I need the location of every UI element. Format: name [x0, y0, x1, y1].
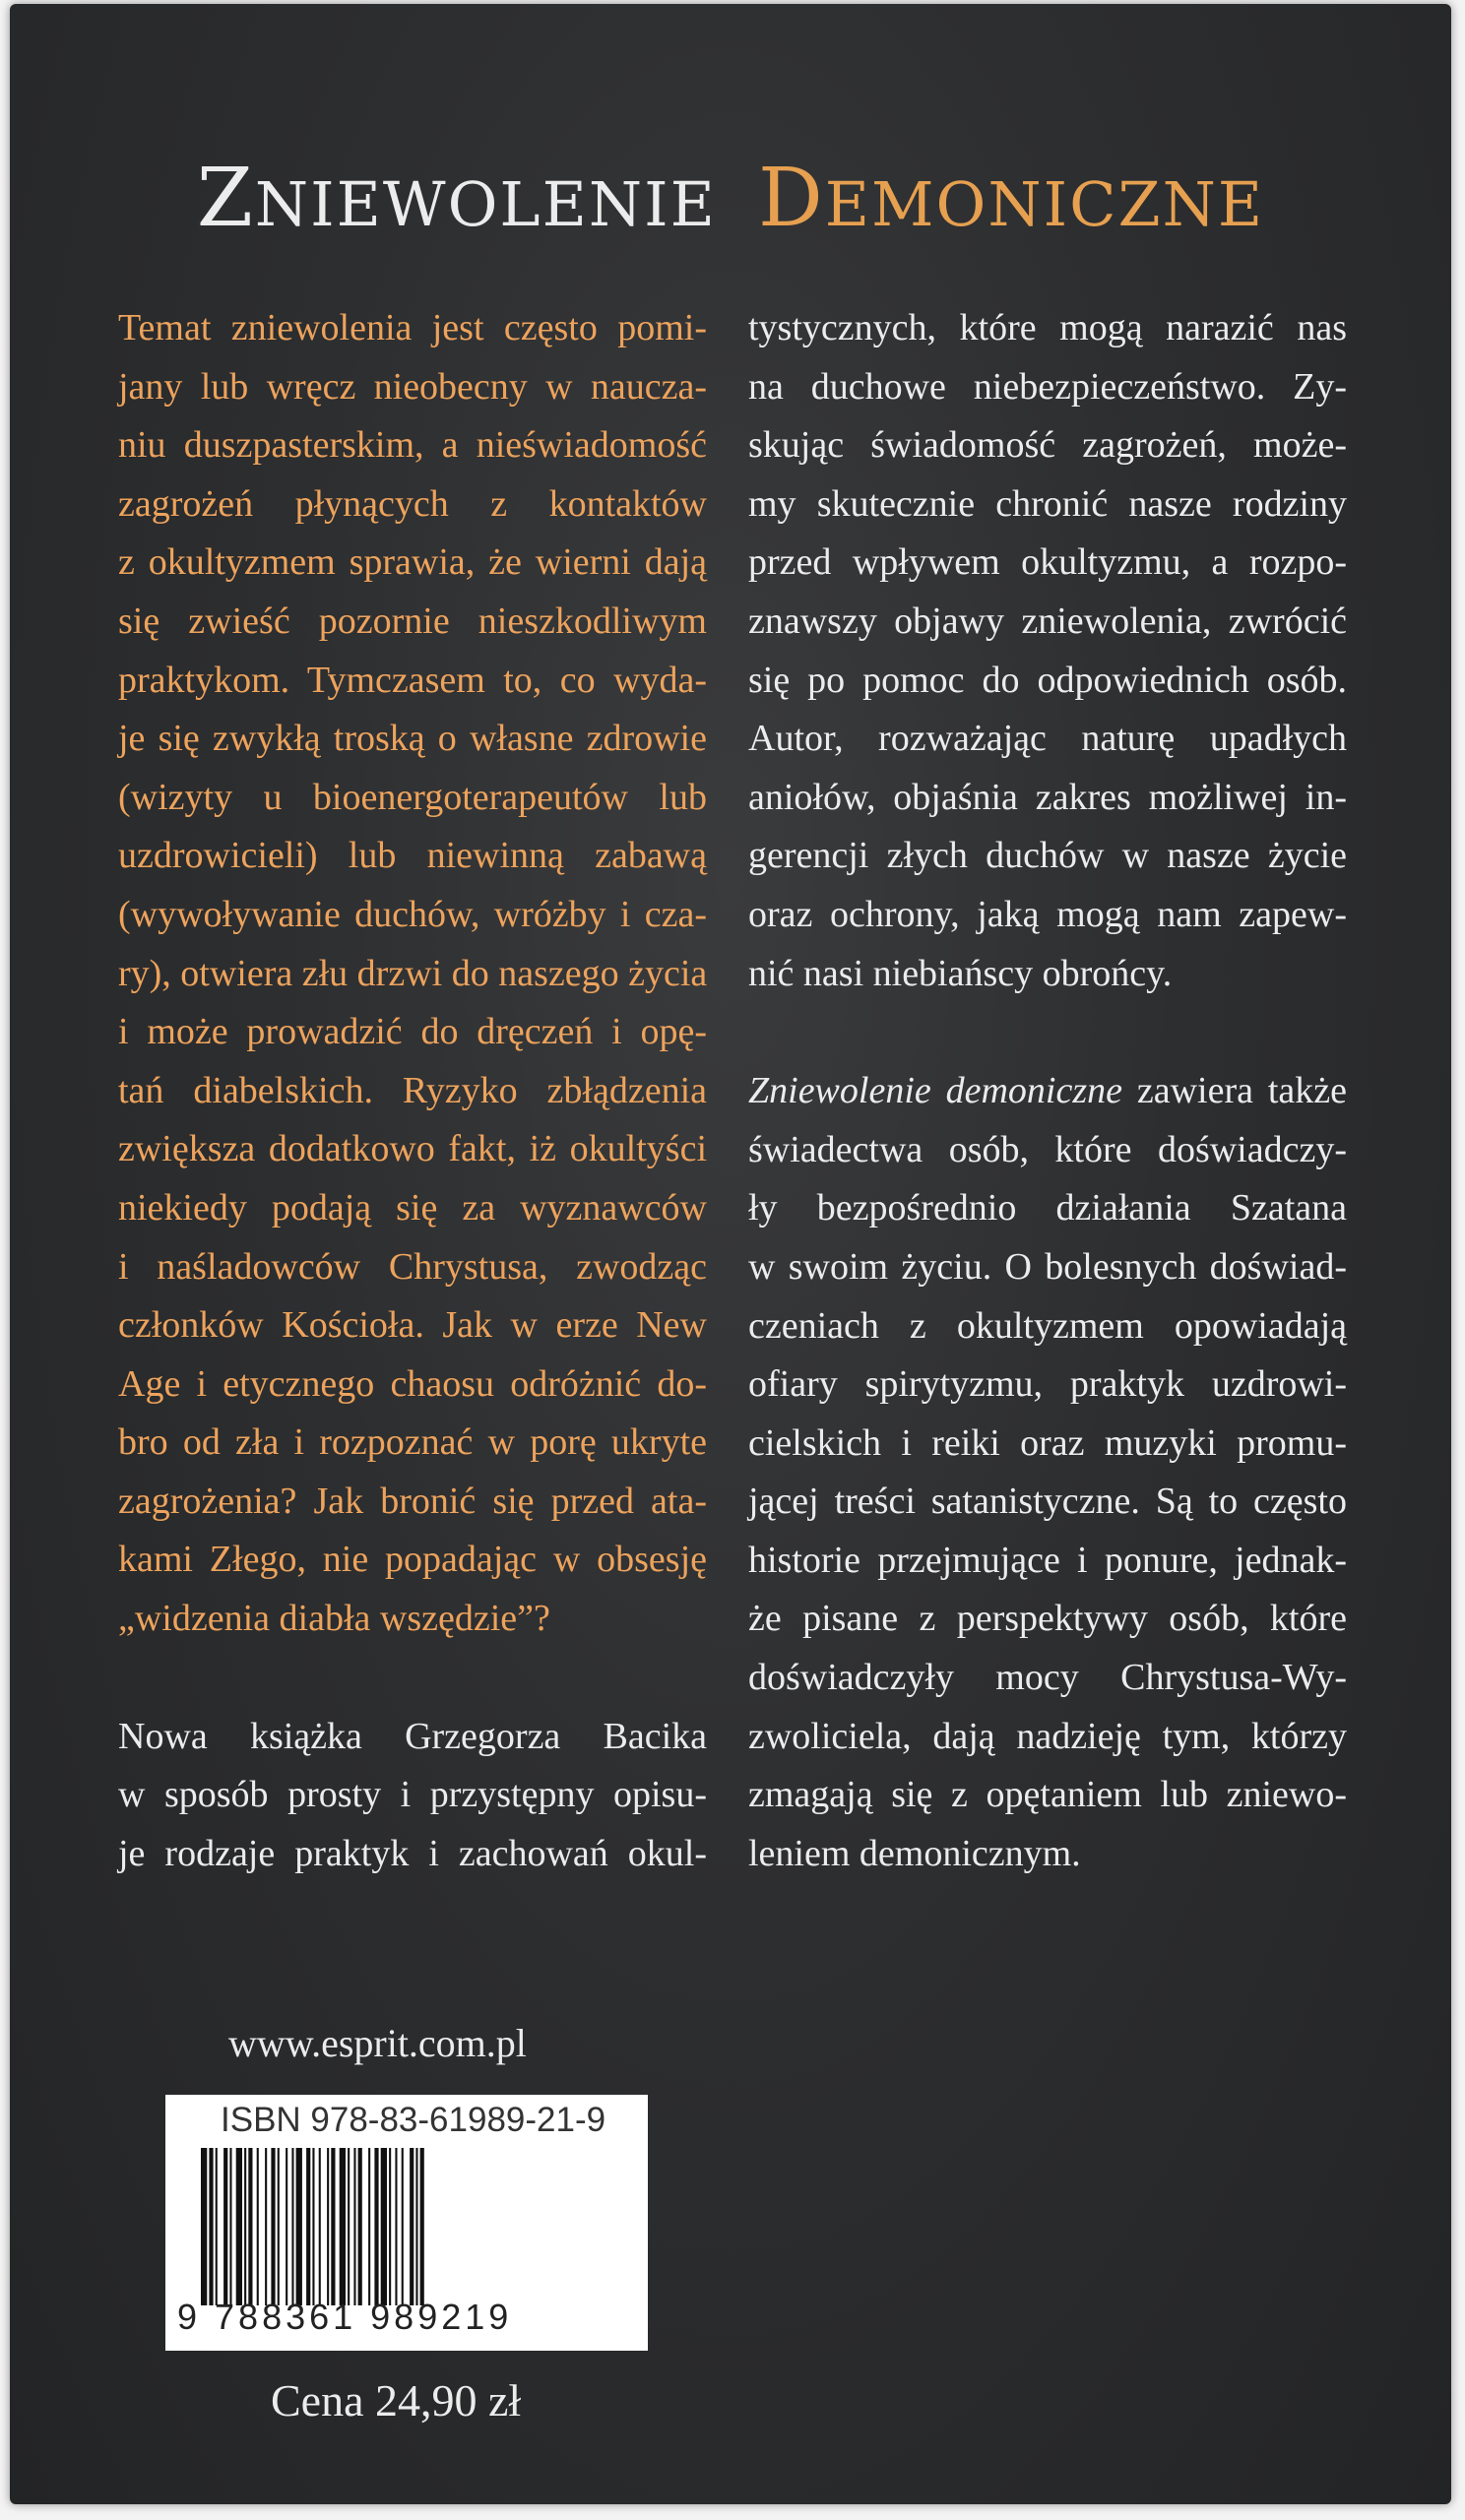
left-paragraph-1-line: członków Kościoła. Jak w erze New: [118, 1304, 707, 1347]
right-paragraph-2-line: ły bezpośrednio działania Szatana: [748, 1187, 1347, 1229]
left-paragraph-1: [118, 299, 707, 1649]
left-paragraph-1-line: zwiększa dodatkowo fakt, iż okultyści: [118, 1128, 707, 1170]
price-label: Cena 24,90 zł: [271, 2375, 522, 2426]
title-word-1: ZNIEWOLENIE: [196, 152, 717, 245]
left-paragraph-1-line: niekiedy podają się za wyznawców: [118, 1186, 707, 1228]
left-paragraph-2-line: je rodzaje praktyk i zachowań okul-: [118, 1832, 707, 1874]
left-paragraph-1-line: uzdrowicieli) lub niewinną zabawą: [118, 835, 707, 877]
left-column: [118, 299, 707, 1883]
left-paragraph-1-line: z okultyzmem sprawia, że wierni dają: [118, 541, 707, 584]
book-title: [10, 152, 1451, 245]
left-paragraph-1-line: praktykom. Tymczasem to, co wyda-: [118, 659, 707, 701]
right-paragraph-2-line: zwoliciela, dają nadzieję tym, którzy: [748, 1715, 1347, 1757]
title-word-2: DEMONICZNE: [758, 152, 1265, 245]
right-column: [748, 299, 1347, 1883]
right-paragraph-2-line: czeniach z okultyzmem opowiadają: [748, 1304, 1347, 1347]
left-paragraph-1-line: „widzenia diabła wszędzie”?: [118, 1598, 550, 1640]
left-paragraph-1-line: je się zwykłą troską o własne zdrowie: [118, 718, 707, 760]
left-paragraph-1-line: (wizyty u bioenergoterapeutów lub: [118, 776, 707, 818]
publisher-website: www.esprit.com.pl: [228, 2021, 527, 2065]
right-paragraph-2-line: historie przejmujące i ponure, jednak-: [748, 1539, 1347, 1581]
right-paragraph-1-line: aniołów, objaśnia zakres możliwej in-: [748, 776, 1347, 818]
left-paragraph-1-line: bro od zła i rozpoznać w porę ukryte: [118, 1421, 707, 1464]
right-paragraph-1-line: znawszy objawy zniewolenia, zwrócić: [748, 599, 1347, 642]
barcode-digits: 9 788361 989219: [177, 2297, 513, 2337]
left-paragraph-1-line: kami Złego, nie popadając w obsesję: [118, 1539, 707, 1581]
left-paragraph-1-line: i może prowadzić do dręczeń i opę-: [118, 1011, 707, 1053]
right-paragraph-2-line: jącej treści satanistyczne. Są to często: [748, 1480, 1347, 1523]
right-paragraph-2-line: doświadczyły mocy Chrystusa-Wy-: [748, 1657, 1347, 1699]
right-paragraph-1-line: Autor, rozważając naturę upadłych: [748, 718, 1347, 760]
left-paragraph-2-line: w sposób prosty i przystępny opisu-: [118, 1774, 707, 1816]
left-paragraph-1-line: tań diabelskich. Ryzyko zbłądzenia: [118, 1069, 707, 1111]
right-paragraph-1-line: my skutecznie chronić nasze rodziny: [748, 482, 1347, 525]
left-paragraph-1-line: (wywoływanie duchów, wróżby i cza-: [118, 893, 707, 935]
left-paragraph-2-line: Nowa książka Grzegorza Bacika: [118, 1715, 707, 1757]
left-paragraph-1-line: niu duszpasterskim, a nieświadomość: [118, 424, 707, 467]
left-paragraph-1-line: zagrożenia? Jak bronić się przed ata-: [118, 1480, 707, 1522]
right-paragraph-1-line: przed wpływem okultyzmu, a rozpo-: [748, 541, 1347, 584]
left-paragraph-1-line: Temat zniewolenia jest często pomi-: [118, 307, 707, 348]
right-paragraph-2-line: leniem demonicznym.: [748, 1832, 1081, 1874]
right-paragraph-2-line: zmagają się z opętaniem lub zniewo-: [748, 1774, 1347, 1816]
right-paragraph-1-line: się po pomoc do odpowiednich osób.: [748, 659, 1347, 701]
right-paragraph-2-line: w swoim życiu. O bolesnych doświad-: [748, 1245, 1347, 1288]
right-paragraph-2-line: świadectwa osób, które doświadczy-: [748, 1128, 1347, 1170]
right-paragraph-2-line: ofiary spirytyzmu, praktyk uzdrowi-: [748, 1363, 1347, 1406]
right-paragraph-1-line: na duchowe niebezpieczeństwo. Zy-: [748, 365, 1347, 408]
book-title-italic: Zniewolenie demoniczne: [748, 1070, 1122, 1112]
left-paragraph-1-line: zagrożeń płynących z kontaktów: [118, 482, 707, 525]
left-paragraph-1-line: Age i etycznego chaosu odróżnić do-: [118, 1362, 707, 1405]
isbn-number: ISBN 978-83-61989-21-9: [221, 2101, 606, 2139]
left-paragraph-2: [118, 1708, 707, 1884]
right-paragraph-1-line: skując świadomość zagrożeń, może-: [748, 424, 1347, 467]
right-paragraph-1-line: gerencji złych duchów w nasze życie: [748, 835, 1347, 877]
barcode-label: [165, 2095, 648, 2351]
right-paragraph-1-line: oraz ochrony, jaką mogą nam zapew-: [748, 893, 1347, 935]
right-paragraph-2: [748, 1062, 1347, 1883]
right-paragraph-1: [748, 299, 1347, 1003]
book-back-cover: [10, 4, 1451, 2504]
right-paragraph-1-line: nić nasi niebiańscy obrońcy.: [748, 952, 1173, 994]
left-paragraph-1-line: ry), otwiera złu drzwi do naszego życia: [118, 952, 708, 994]
left-paragraph-1-line: jany lub wręcz nieobecny w naucza-: [118, 365, 707, 408]
left-paragraph-1-line: się zwieść pozornie nieszkodliwym: [118, 599, 707, 642]
right-paragraph-1-line: tystycznych, które mogą narazić nas: [748, 307, 1347, 348]
barcode-icon: [201, 2148, 614, 2305]
left-paragraph-1-line: i naśladowców Chrystusa, zwodząc: [118, 1245, 707, 1288]
right-paragraph-2-line: cielskich i reiki oraz muzyki promu-: [748, 1421, 1347, 1464]
right-paragraph-2-line: że pisane z perspektywy osób, które: [748, 1598, 1347, 1640]
right-paragraph-2-line: Zniewolenie demoniczne zawiera także: [748, 1070, 1347, 1112]
